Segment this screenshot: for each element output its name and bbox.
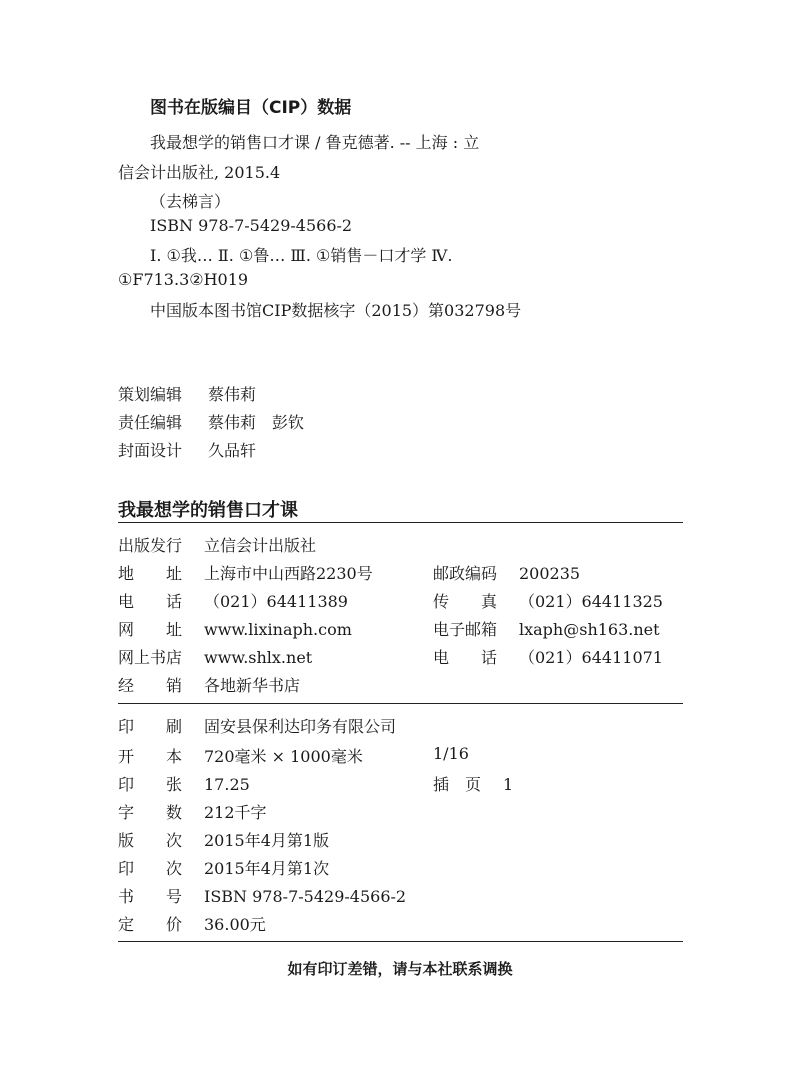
field-value: ISBN 978-7-5429-4566-2 bbox=[204, 887, 407, 906]
field-label: 印 刷 bbox=[118, 717, 183, 736]
cip-title: 图书在版编目（CIP）数据 bbox=[150, 98, 352, 118]
field-value: 上海市中山西路2230号 bbox=[204, 564, 373, 583]
divider bbox=[118, 522, 683, 523]
field-value: （021）64411389 bbox=[204, 592, 348, 611]
format-row bbox=[118, 744, 363, 767]
field-label: 邮政编码 bbox=[433, 564, 498, 583]
phone2-row bbox=[433, 645, 663, 668]
field-label: 地 址 bbox=[118, 564, 183, 583]
online-store-link[interactable]: www.shlx.net bbox=[204, 648, 313, 667]
field-value: 720毫米 × 1000毫米 bbox=[204, 747, 363, 766]
printing-row bbox=[118, 856, 329, 879]
field-label: 插 页 bbox=[433, 775, 482, 794]
postcode-row bbox=[433, 561, 580, 584]
field-label: 定 价 bbox=[118, 915, 183, 934]
credit-row bbox=[118, 410, 304, 433]
field-label: 版 次 bbox=[118, 831, 183, 850]
cip-line: 我最想学的销售口才课 / 鲁克德著. -- 上海 : 立 bbox=[150, 133, 480, 152]
book-title: 我最想学的销售口才课 bbox=[118, 500, 298, 521]
field-label: 网上书店 bbox=[118, 648, 183, 667]
email-link[interactable]: lxaph@sh163.net bbox=[519, 620, 660, 639]
field-label: 电 话 bbox=[433, 648, 498, 667]
online-store-row bbox=[118, 645, 312, 668]
field-label: 电 话 bbox=[118, 592, 183, 611]
email-row bbox=[433, 617, 660, 640]
field-value: 2015年4月第1次 bbox=[204, 859, 330, 878]
address-row bbox=[118, 561, 373, 584]
inserts-row bbox=[433, 772, 513, 795]
field-value: 立信会计出版社 bbox=[204, 536, 317, 555]
fax-row bbox=[433, 589, 663, 612]
field-label: 书 号 bbox=[118, 887, 183, 906]
field-label: 印 次 bbox=[118, 859, 183, 878]
publisher-row bbox=[118, 533, 316, 556]
field-label: 开 本 bbox=[118, 747, 183, 766]
sheets-row bbox=[118, 772, 250, 795]
price-row bbox=[118, 912, 266, 935]
cip-line: 信会计出版社, 2015.4 bbox=[118, 163, 281, 182]
words-row bbox=[118, 800, 267, 823]
format-fraction: 1/16 bbox=[433, 744, 469, 763]
credit-value: 蔡伟莉 bbox=[208, 385, 257, 404]
field-value: （021）64411325 bbox=[519, 592, 663, 611]
field-value: 固安县保利达印务有限公司 bbox=[204, 717, 397, 736]
cip-line: ①F713.3②H019 bbox=[118, 270, 249, 289]
credit-value: 久品轩 bbox=[208, 441, 257, 460]
credit-row bbox=[118, 382, 256, 405]
field-value: 各地新华书店 bbox=[204, 676, 301, 695]
credit-label: 封面设计 bbox=[118, 441, 183, 460]
cip-line: （去梯言） bbox=[150, 192, 231, 211]
website-link[interactable]: www.lixinaph.com bbox=[204, 620, 352, 639]
field-value: 1 bbox=[503, 775, 514, 794]
field-value: 36.00元 bbox=[204, 915, 266, 934]
credit-label: 策划编辑 bbox=[118, 385, 183, 404]
printer-row bbox=[118, 714, 396, 737]
footer-note: 如有印订差错，请与本社联系调换 bbox=[287, 960, 513, 978]
divider bbox=[118, 941, 683, 942]
credit-row bbox=[118, 438, 256, 461]
cip-line: 中国版本图书馆CIP数据核字（2015）第032798号 bbox=[150, 301, 522, 320]
cip-line: ISBN 978-7-5429-4566-2 bbox=[150, 216, 353, 235]
credit-label: 责任编辑 bbox=[118, 413, 183, 432]
field-label: 经 销 bbox=[118, 676, 183, 695]
edition-row bbox=[118, 828, 329, 851]
field-label: 电子邮箱 bbox=[433, 620, 498, 639]
divider bbox=[118, 703, 683, 704]
distributor-row bbox=[118, 673, 300, 696]
website-row bbox=[118, 617, 352, 640]
field-value: 212千字 bbox=[204, 803, 267, 822]
isbn-row bbox=[118, 884, 406, 907]
cip-line: Ⅰ. ①我… Ⅱ. ①鲁… Ⅲ. ①销售－口才学 Ⅳ. bbox=[150, 246, 453, 265]
field-value: 2015年4月第1版 bbox=[204, 831, 330, 850]
field-label: 出版发行 bbox=[118, 536, 183, 555]
field-label: 网 址 bbox=[118, 620, 183, 639]
field-label: 传 真 bbox=[433, 592, 498, 611]
credit-value: 蔡伟莉 彭钦 bbox=[208, 413, 305, 432]
field-label: 字 数 bbox=[118, 803, 183, 822]
field-value: 17.25 bbox=[204, 775, 250, 794]
field-value: 200235 bbox=[519, 564, 581, 583]
phone-row bbox=[118, 589, 348, 612]
field-value: （021）64411071 bbox=[519, 648, 663, 667]
field-label: 印 张 bbox=[118, 775, 183, 794]
